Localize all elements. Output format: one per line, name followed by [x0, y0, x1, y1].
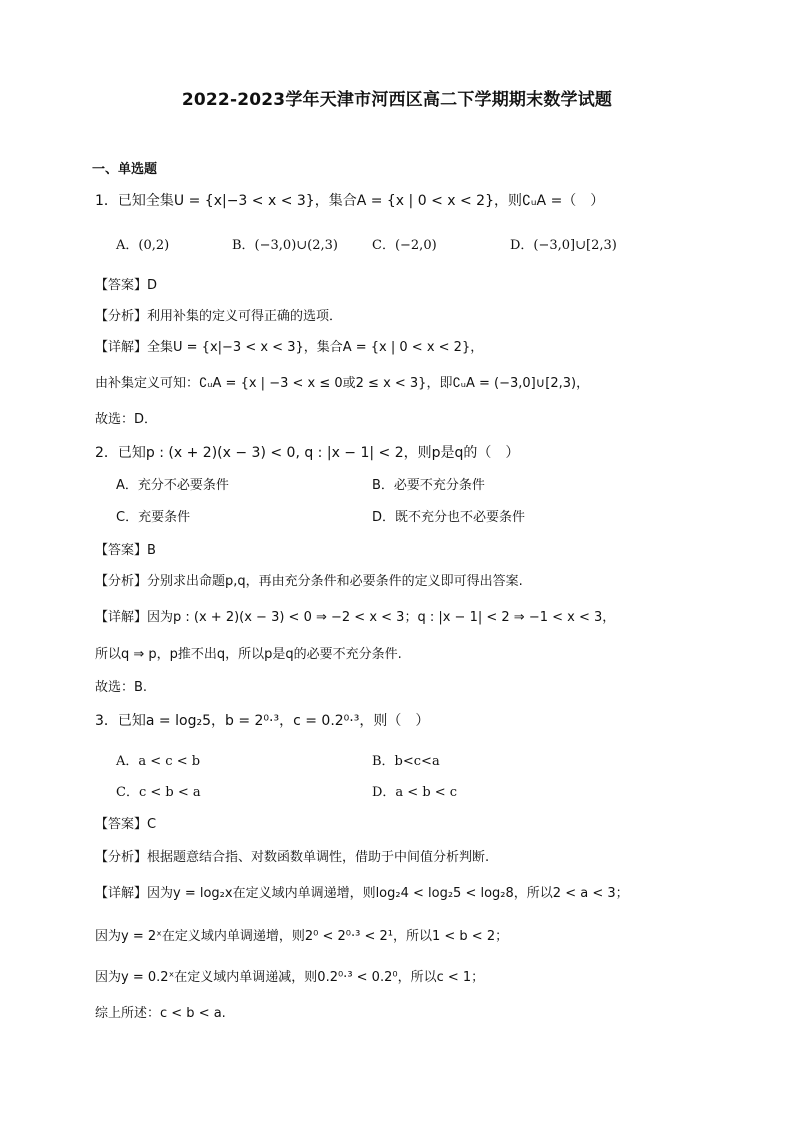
q2-option-b: B．必要不充分条件 [372, 478, 485, 493]
q1-detail-1: 【详解】全集U = {x|−3 < x < 3}，集合A = {x | 0 < x < 2}， [95, 340, 484, 355]
q2-analysis: 【分析】分别求出命题p,q，再由充分条件和必要条件的定义即可得出答案. [95, 574, 523, 589]
section-heading: 一、单选题 [92, 162, 158, 177]
q2-answer: 【答案】B [95, 543, 156, 558]
q3-detail-3: 因为y = 0.2ˣ在定义域内单调递减，则0.2⁰·³ < 0.2⁰，所以c < 1； [95, 970, 485, 985]
q1-detail-2: 由补集定义可知：∁ᵤA = {x | −3 < x ≤ 0或2 ≤ x < 3}，即∁ᵤA = (−3,0]∪[2,3)， [95, 376, 590, 391]
q3-option-b: B．b<c<a [372, 754, 440, 769]
q2-stem: 2．已知p : (x + 2)(x − 3) < 0, q : |x − 1| < 2，则p是q的（ ） [95, 445, 520, 461]
q1-option-b: B．(−3,0)∪(2,3) [232, 238, 338, 253]
q2-option-c: C．充要条件 [116, 510, 191, 525]
q1-answer: 【答案】D [95, 278, 158, 293]
q3-detail-2: 因为y = 2ˣ在定义域内单调递增，则2⁰ < 2⁰·³ < 2¹，所以1 < b < 2； [95, 929, 509, 944]
q1-stem: 1．已知全集U = {x|−3 < x < 3}，集合A = {x | 0 < x < 2}，则∁ᵤA =（ ） [95, 193, 605, 209]
q1-option-d: D．(−3,0]∪[2,3) [510, 238, 617, 253]
q3-option-d: D．a < b < c [372, 785, 458, 800]
q3-stem: 3．已知a = log₂5，b = 2⁰·³，c = 0.2⁰·³，则（ ） [95, 713, 430, 729]
q2-detail-2: 所以q ⇒ p，p推不出q，所以p是q的必要不充分条件. [95, 647, 402, 662]
q2-option-d: D．既不充分也不必要条件 [372, 510, 526, 525]
q3-summary: 综上所述：c < b < a. [95, 1006, 226, 1021]
q1-option-c: C．(−2,0) [372, 238, 437, 253]
q3-option-c: C．c < b < a [116, 785, 201, 800]
q3-analysis: 【分析】根据题意结合指、对数函数单调性，借助于中间值分析判断. [95, 850, 490, 865]
q1-analysis: 【分析】利用补集的定义可得正确的选项． [95, 309, 343, 324]
q2-option-a: A．充分不必要条件 [116, 478, 229, 493]
q3-detail-1: 【详解】因为y = log₂x在定义域内单调递增，则log₂4 < log₂5 < log₂8，所以2 < a < 3； [95, 886, 629, 901]
q2-choose: 故选：B. [95, 680, 148, 695]
q1-option-a: A．(0,2) [116, 238, 170, 253]
q3-option-a: A．a < c < b [116, 754, 201, 769]
page-title: 2022-2023学年天津市河西区高二下学期期末数学试题 [181, 90, 613, 110]
q1-choose: 故选：D． [95, 412, 158, 427]
q3-answer: 【答案】C [95, 817, 157, 832]
q2-detail-1: 【详解】因为p : (x + 2)(x − 3) < 0 ⇒ −2 < x < 3；q : |x − 1| < 2 ⇒ −1 < x < 3， [95, 610, 616, 625]
